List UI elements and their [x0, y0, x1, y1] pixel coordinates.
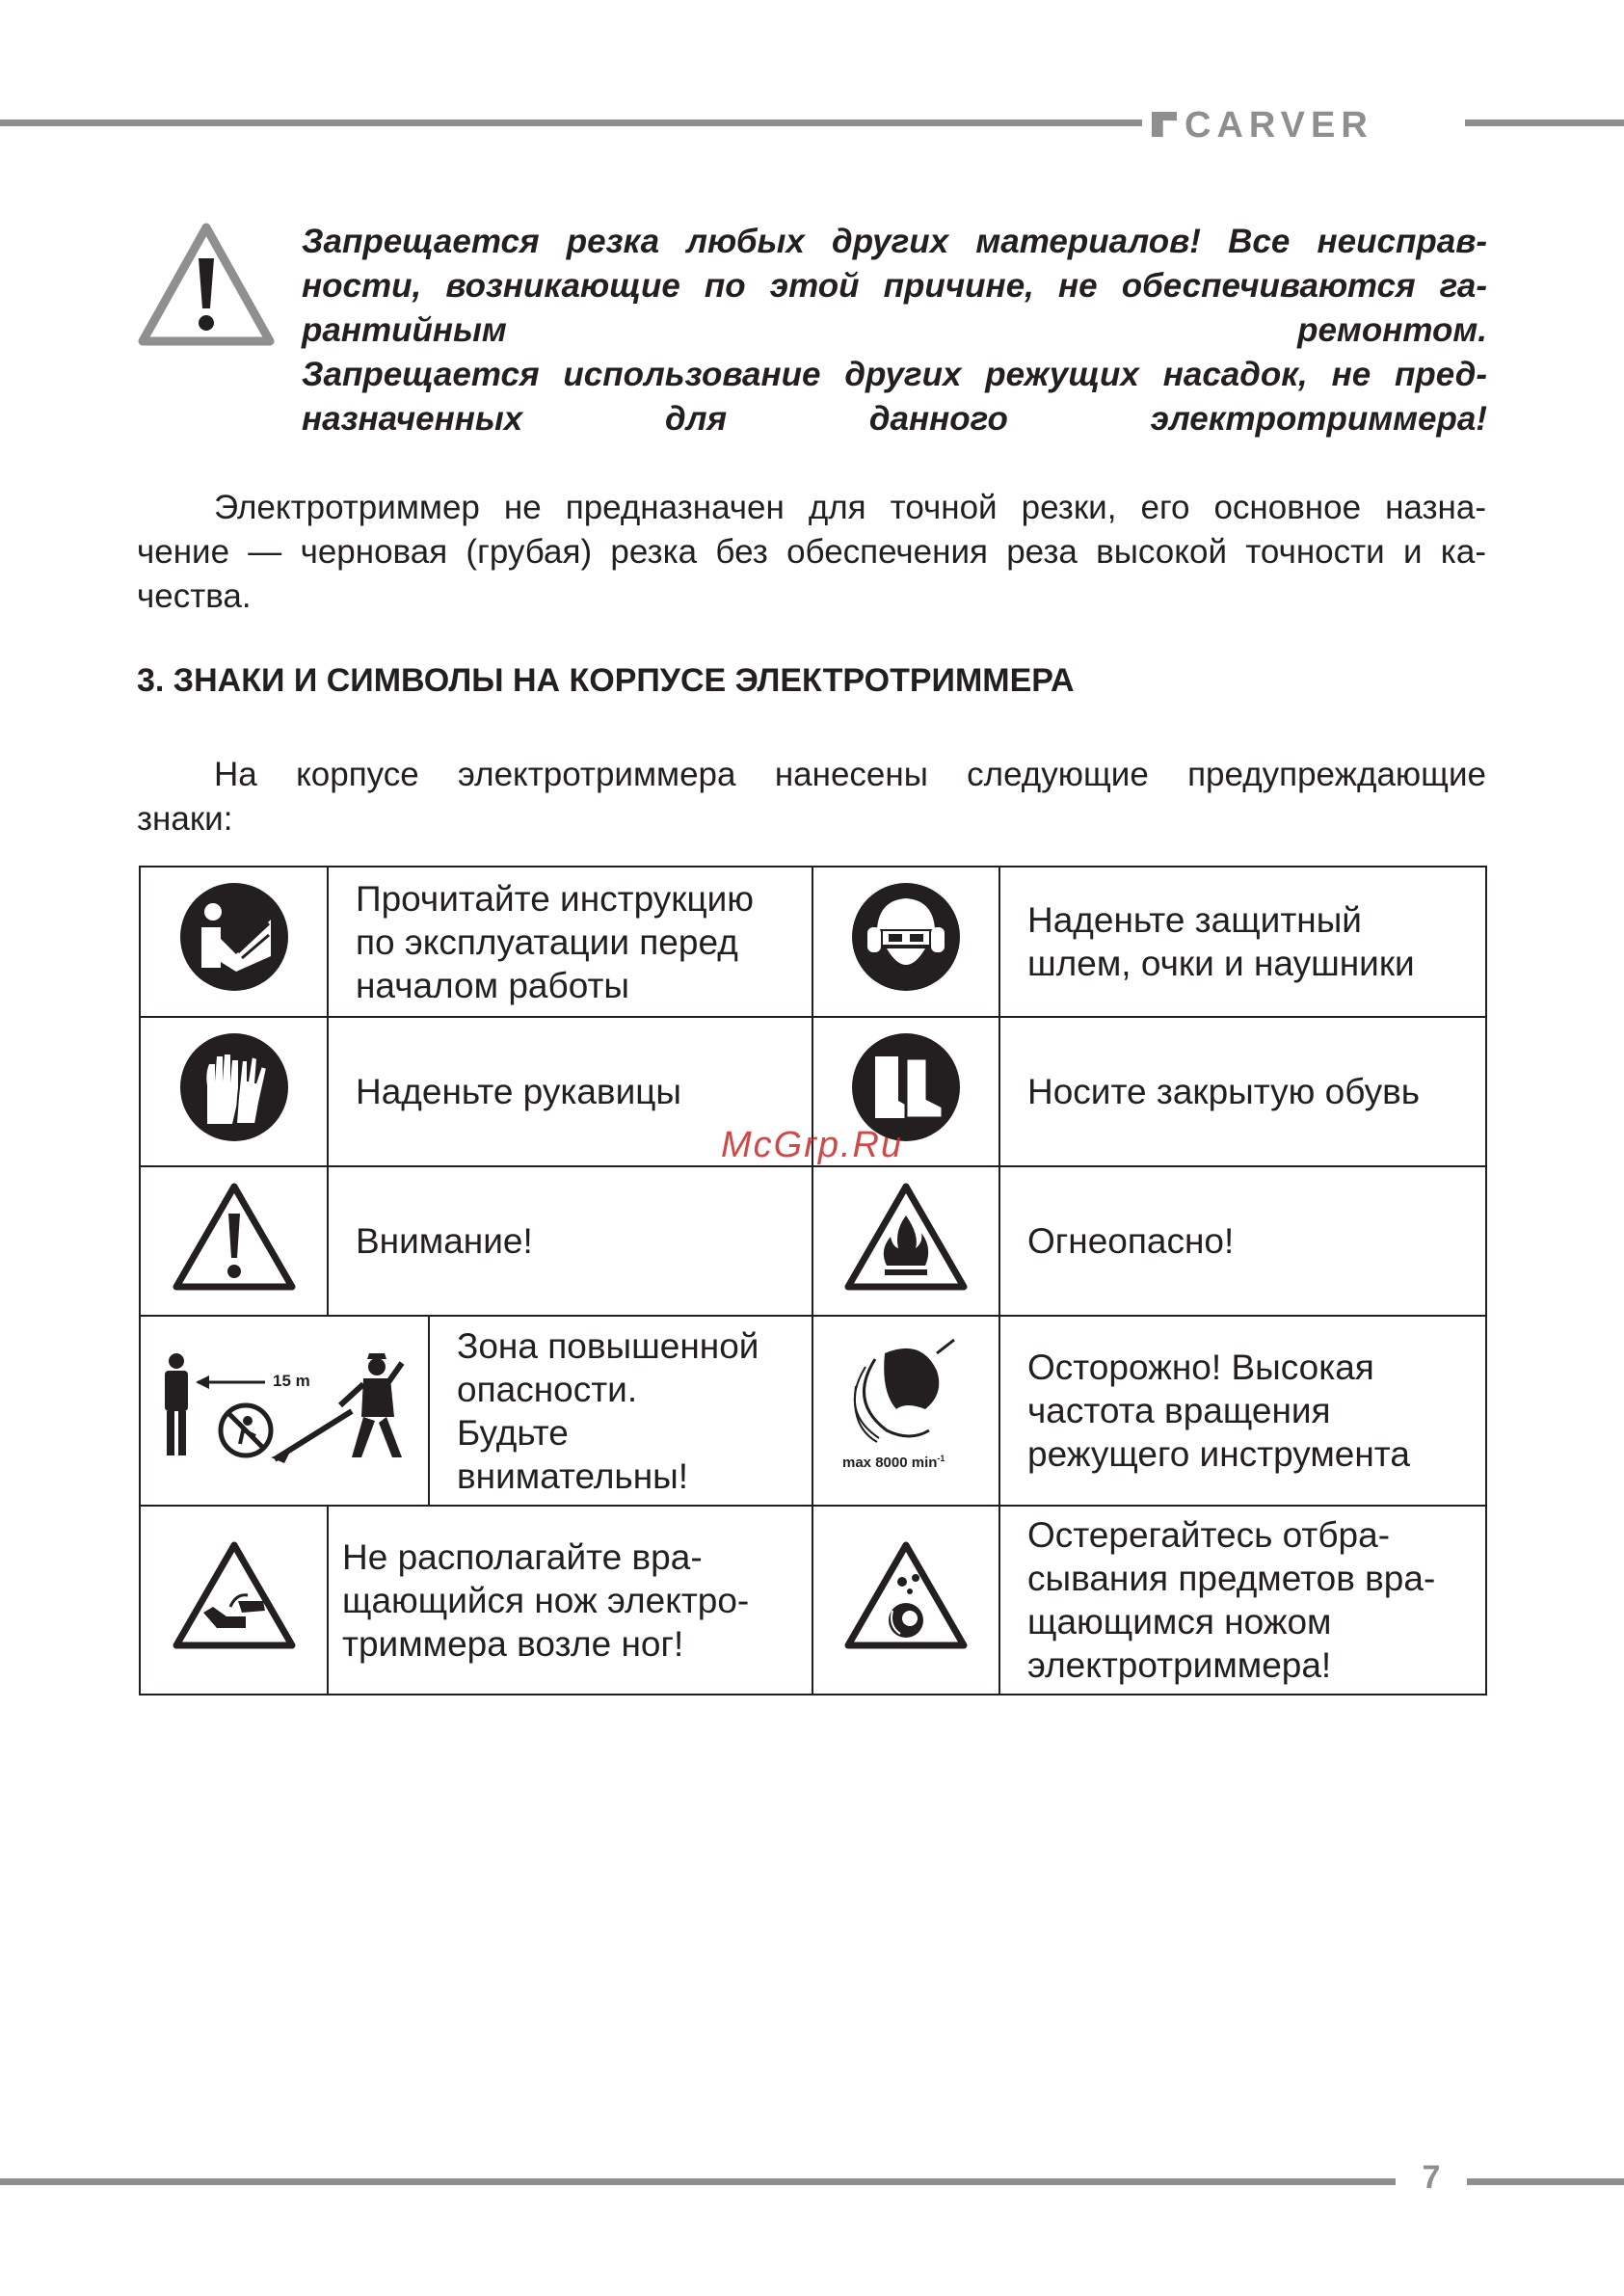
sign-text: режущего инструмента — [1027, 1434, 1410, 1474]
sign-icon-cell — [812, 867, 999, 1017]
footer-rule-left — [0, 2178, 1396, 2185]
sign-icon-cell — [140, 1017, 328, 1166]
sign-text-cell — [999, 1017, 1486, 1166]
brand-mark-icon — [1152, 112, 1177, 137]
sign-text: Наденьте рукавицы — [356, 1072, 682, 1111]
sign-text-cell — [328, 1506, 812, 1695]
read-manual-icon — [178, 881, 290, 993]
attention-icon — [171, 1181, 298, 1293]
sign-text: щающимся ножом — [1027, 1602, 1332, 1642]
sign-text-cell — [999, 1166, 1486, 1316]
sign-text-cell — [429, 1316, 812, 1506]
thrown-objects-icon — [842, 1539, 970, 1651]
danger-zone-icon — [149, 1344, 419, 1469]
sign-icon-cell — [812, 1166, 999, 1316]
signs-intro-line: На корпусе электротриммера нанесены следующие предупреждающие — [214, 756, 1486, 793]
sign-text-cell — [999, 867, 1486, 1017]
warning-line: Запрещается резка любых других материалов! Все неисправ- — [302, 223, 1487, 260]
table-row — [140, 1166, 1486, 1316]
header-rule-left — [0, 120, 1142, 126]
sign-text: Наденьте защитный — [1027, 900, 1362, 940]
speed-unit-sup: -1 — [937, 1453, 945, 1463]
warning-line: ности, возникающие по этой причине, не обеспечиваются га- — [302, 267, 1487, 305]
intro-paragraph — [137, 486, 1486, 619]
warning-line: рантийным ремонтом. — [302, 311, 1487, 349]
sign-text: Не располагайте вра- — [342, 1536, 703, 1577]
svg-text:max 8000 min-1 — [842, 1454, 945, 1471]
gloves-icon — [178, 1031, 290, 1143]
sign-text: Огнеопасно! — [1027, 1221, 1235, 1261]
warning-paragraph-1 — [302, 220, 1487, 353]
sign-text: Внимание! — [356, 1221, 533, 1261]
signs-table — [139, 866, 1487, 1695]
sign-text-cell — [999, 1506, 1486, 1695]
table-row — [140, 867, 1486, 1017]
watermark: McGrp.Ru — [721, 1125, 904, 1165]
sign-icon-cell — [140, 1166, 328, 1316]
intro-line: чества. — [137, 577, 252, 615]
sign-text: Остерегайтесь отбра- — [1027, 1515, 1391, 1555]
sign-text: Носите закрытую обувь — [1027, 1072, 1421, 1111]
sign-text: триммера возле ног! — [342, 1623, 684, 1664]
sign-text: Прочитайте инструкцию — [356, 878, 755, 919]
warning-paragraph-2 — [302, 353, 1487, 441]
page-number: 7 — [1422, 2159, 1441, 2196]
sign-icon-cell — [812, 1316, 999, 1506]
sign-icon-cell — [812, 1506, 999, 1695]
sign-text: внимательны! — [457, 1455, 689, 1496]
sign-text: шлем, очки и наушники — [1027, 944, 1415, 983]
sign-icon-cell — [140, 1506, 328, 1695]
helmet-goggles-earmuffs-icon — [850, 881, 962, 993]
sign-text: опасности. — [457, 1369, 638, 1409]
warning-line: назначенных для данного электротриммера! — [302, 400, 1487, 438]
footer-rule-right — [1467, 2178, 1624, 2185]
sign-text: частота вращения — [1027, 1391, 1331, 1430]
sign-text-cell — [328, 867, 812, 1017]
flammable-icon — [842, 1181, 970, 1293]
brand-logo — [1152, 107, 1460, 144]
sign-text: электротриммера! — [1027, 1645, 1332, 1685]
sign-text: сывания предметов вра- — [1027, 1559, 1436, 1598]
sign-text: Будьте — [457, 1412, 569, 1453]
sign-icon-cell — [140, 1316, 429, 1506]
sign-text: Осторожно! Высокая — [1027, 1348, 1374, 1387]
intro-line: Электротриммер не предназначен для точной резки, его основное назна- — [214, 489, 1486, 526]
table-row — [140, 1316, 1486, 1506]
signs-intro-paragraph — [137, 753, 1486, 841]
sign-text: по эксплуатации перед — [356, 921, 738, 962]
section-title: 3. ЗНАКИ И СИМВОЛЫ НА КОРПУСЕ ЭЛЕКТРОТРИММЕРА — [137, 662, 1075, 699]
sign-text: началом работы — [356, 965, 630, 1005]
warning-triangle-icon — [135, 220, 278, 351]
blade-near-feet-icon — [171, 1539, 298, 1651]
table-row — [140, 1506, 1486, 1695]
intro-line: чение — черновая (грубая) резка без обеспечения реза высокой точности и ка- — [137, 533, 1486, 571]
sign-text-cell — [999, 1316, 1486, 1506]
brand-name: CARVER — [1185, 105, 1373, 146]
sign-text: щающийся нож электро- — [342, 1580, 750, 1620]
sign-text: Зона повышенной — [457, 1325, 759, 1366]
speed-label: max 8000 min — [842, 1454, 938, 1471]
warning-line: Запрещается использование других режущих насадок, не пред- — [302, 356, 1487, 393]
sign-icon-cell — [140, 867, 328, 1017]
signs-intro-line: знаки: — [137, 800, 233, 838]
sign-text-cell — [328, 1166, 812, 1316]
header-rule-right — [1465, 120, 1624, 126]
rotation-speed-icon — [829, 1334, 983, 1479]
distance-label: 15 m — [273, 1371, 310, 1390]
